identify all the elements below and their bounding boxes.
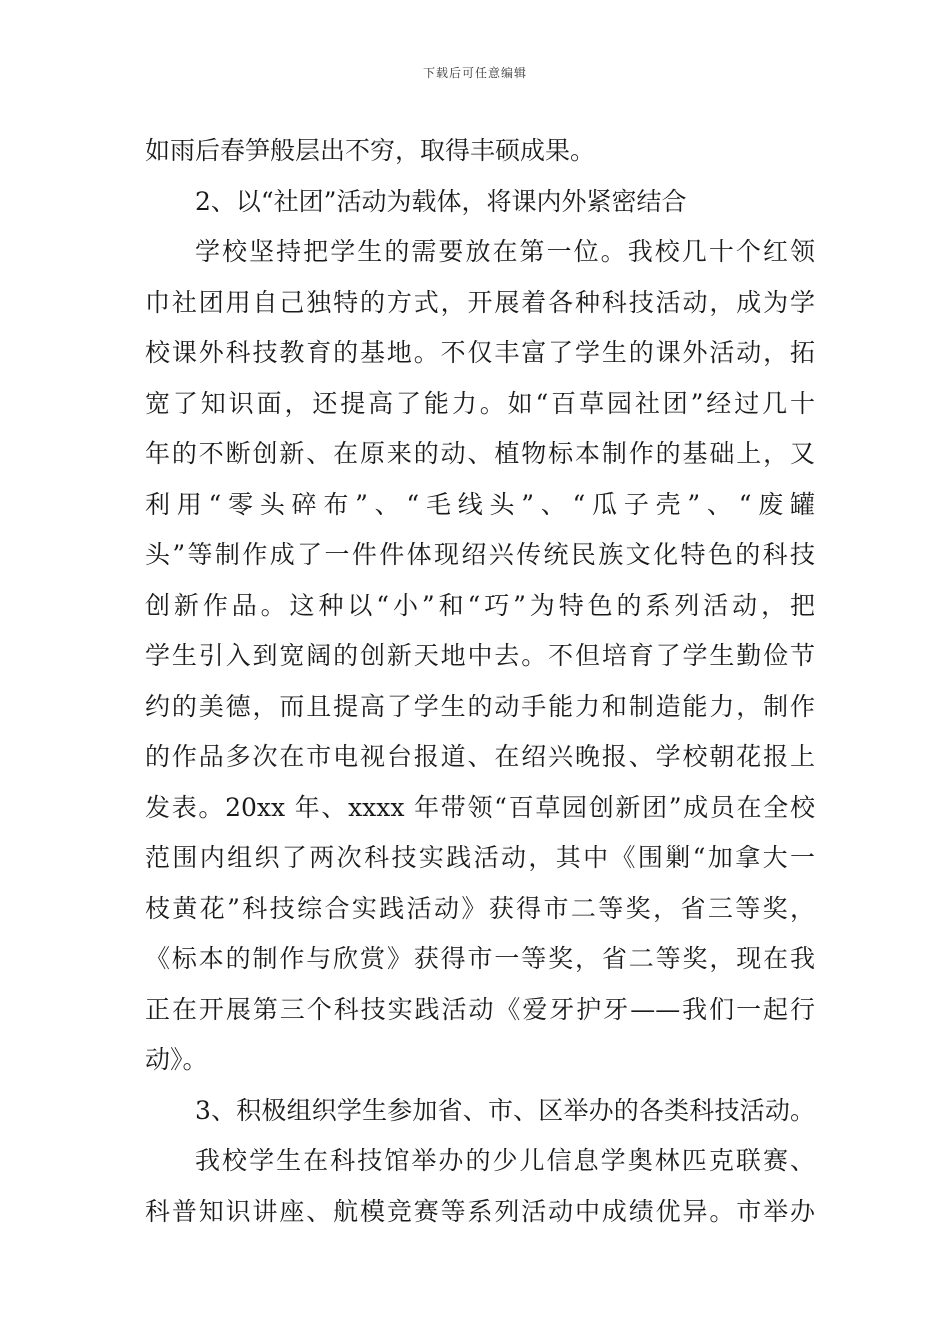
text-line: 年的不断创新、在原来的动、植物标本制作的基础上，又 [145,439,815,468]
text-line: 《标本的制作与欣赏》获得市一等奖，省二等奖，现在我 [145,944,815,973]
text-line: 宽了知识面，还提高了能力。如“百草园社团”经过几十 [145,388,815,418]
page-header: 下载后可任意编辑 [422,66,527,80]
text-line: 枝黄花”科技综合实践活动》获得市二等奖，省三等奖， [145,893,815,923]
document-body [145,126,815,1237]
text-line: 利用“零头碎布”、“毛线头”、“瓜子壳”、“废罐 [145,489,815,519]
text-line: 范围内组织了两次科技实践活动，其中《围剿“加拿大一 [145,843,815,872]
text-line: 学生引入到宽阔的创新天地中去。不但培育了学生勤俭节 [145,641,815,670]
text-line: 头”等制作成了一件件体现绍兴传统民族文化特色的科技 [145,540,815,569]
text-line: 巾社团用自己独特的方式，开展着各种科技活动，成为学 [145,287,815,317]
text-line: 发表。20xx 年、xxxx 年带领“百草园创新团”成员在全校 [145,792,815,822]
text-line: 我校学生在科技馆举办的少儿信息学奥林匹克联赛、 [195,1146,815,1175]
section-heading: 3、积极组织学生参加省、市、区举办的各类科技活动。 [195,1095,815,1125]
text-line: 创新作品。这种以“小”和“巧”为特色的系列活动，把 [145,590,815,620]
text-line: 的作品多次在市电视台报道、在绍兴晚报、学校朝花报上 [145,742,815,771]
text-line: 科普知识讲座、航模竞赛等系列活动中成绩优异。市举办 [145,1196,815,1226]
text-line: 约的美德，而且提高了学生的动手能力和制造能力，制作 [145,691,815,721]
text-line: 学校坚持把学生的需要放在第一位。我校几十个红领 [195,237,815,266]
text-line: 动》。 [145,1045,208,1074]
text-line: 校课外科技教育的基地。不仅丰富了学生的课外活动，拓 [145,338,815,367]
text-line: 如雨后春笋般层出不穷，取得丰硕成果。 [145,136,596,165]
section-heading: 2、以“社团”活动为载体，将课内外紧密结合 [195,186,687,216]
text-line: 正在开展第三个科技实践活动《爱牙护牙——我们一起行 [145,994,815,1024]
